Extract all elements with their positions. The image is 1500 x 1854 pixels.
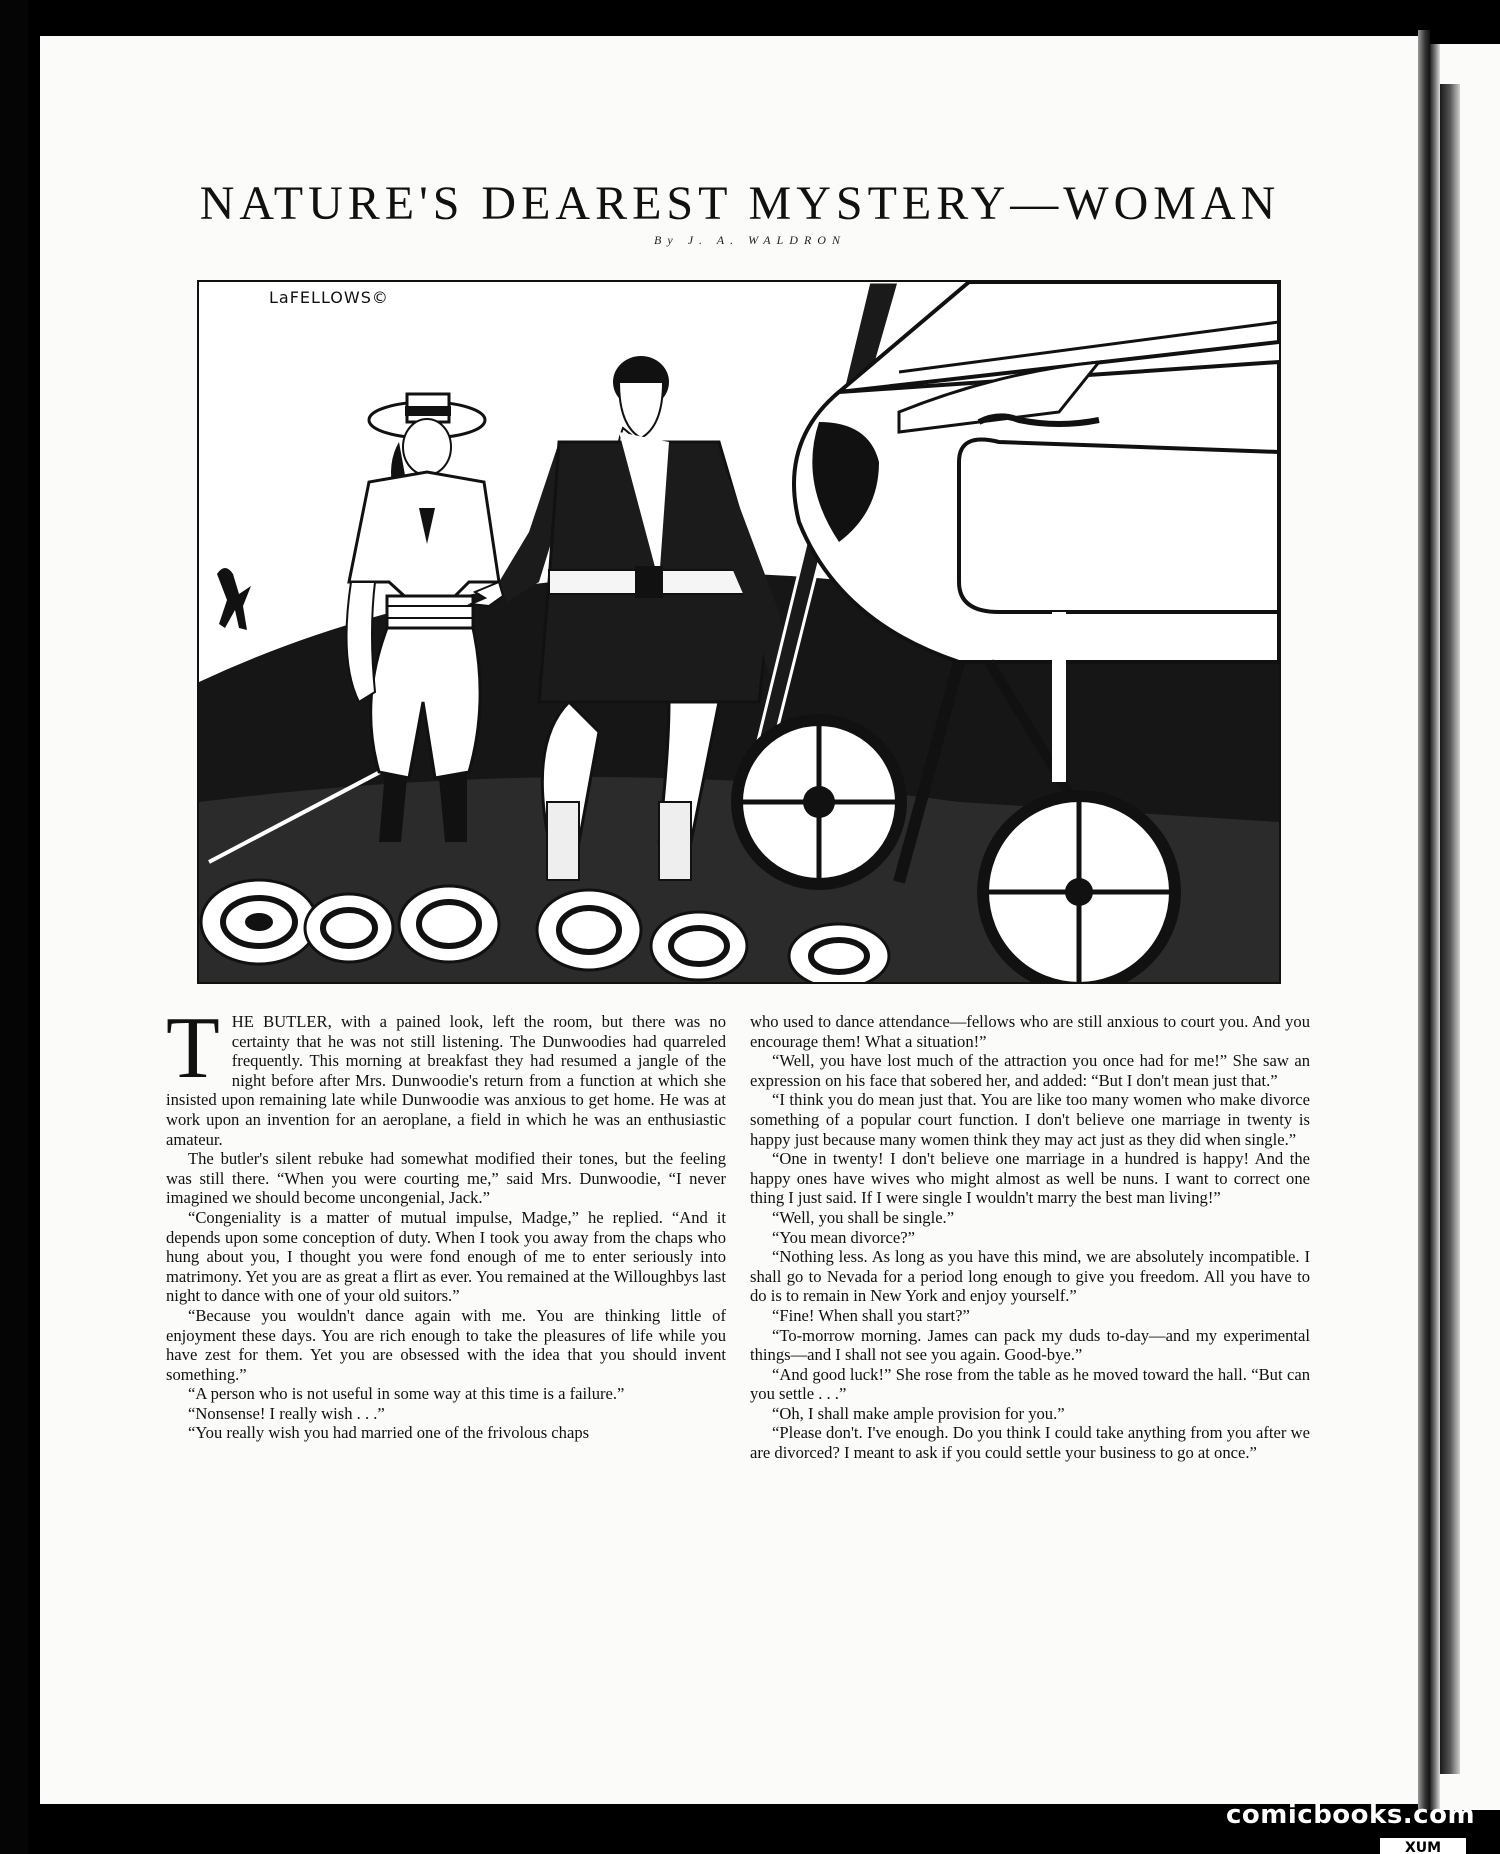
article-column-left (166, 1000, 726, 1443)
article-paragraph: “Well, you shall be single.” (772, 1207, 955, 1227)
article-paragraph: “Fine! When shall you start?” (772, 1305, 970, 1325)
article-paragraph: “Nothing less. As long as you have this mind, we are absolutely incompatible. I shall go to Nevada for a period long enough to give you freedom. All you have to do is to remain in New York and enjoy yourself.” (750, 1247, 1310, 1306)
article-paragraph: “Congeniality is a matter of mutual impulse, Madge,” he replied. “And it depends upon some conception of duty. When I took you away from the chaps who hung about you, I thought you were fond enough of me to enter seriously into matrimony. Yet you are as great a flirt as ever. You remained at the Willoughbys last night to dance with one of your old suitors.” (166, 1207, 726, 1306)
article-title: NATURE'S DEAREST MYSTERY—WOMAN (199, 177, 1281, 230)
watermark-logo: comicbooks.com (1226, 1800, 1476, 1830)
distant-figure (217, 568, 251, 630)
scan-badge: XUM (1380, 1838, 1466, 1854)
facing-page-edge (1430, 44, 1500, 1810)
article-paragraph: “One in twenty! I don't believe one marriage in a hundred is happy! And the happy ones have wives who might almost as well be nuns. I want to correct one thing I just said. If I were single I wouldn't marry the best man living!” (750, 1149, 1310, 1208)
article-paragraph: “Please don't. I've enough. Do you think I could take anything from you after we are divorced? I meant to ask if you could settle your business to go at once.” (750, 1423, 1310, 1463)
article-paragraph: “You really wish you had married one of the frivolous chaps (188, 1423, 590, 1443)
article-column-right (750, 1012, 1310, 1463)
article-paragraph: “Because you wouldn't dance again with me. You are thinking little of enjoyment these days. You are rich enough to take the pleasures of life while you have zest for them. Yet you are obsessed with the idea that you should invent something.” (166, 1305, 726, 1384)
article-paragraph: “You mean divorce?” (772, 1227, 915, 1247)
article-byline: By J. A. WALDRON (654, 233, 846, 247)
article-paragraph: “Well, you have lost much of the attraction you once had for me!” She saw an expression on his face that sobered her, and added: “But I don't mean just that.” (750, 1051, 1310, 1090)
illustration-drawing (199, 282, 1279, 982)
article-paragraph: THE BUTLER, with a pained look, left the room, but there was no certainty that he was not still listening. The Dunwoodies had quarreled frequently. This morning at breakfast they had resumed a jangle of the night before after Mrs. Dunwoodie's return from a function at which she insisted upon remaining late while Dunwoodie was anxious to get home. He was at work upon an invention for an aeroplane, a field in which he was an enthusiastic amateur. (166, 1000, 726, 1149)
page-binding (1418, 30, 1430, 1810)
article-paragraph: “To-morrow morning. James can pack my duds to-day—and my experimental things—and I shall not see you again. Good-bye.” (750, 1325, 1310, 1365)
drop-cap: T (166, 1000, 220, 1097)
article-paragraph: who used to dance attendance—fellows who are still anxious to court you. And you encourage them! What a situation!” (750, 1012, 1310, 1051)
article-paragraph: “I think you do mean just that. You are like too many women who make divorce something of a popular court function. I don't believe one marriage in twenty is happy just because many women think they may act just as they did when single.” (750, 1090, 1310, 1149)
article-paragraph: “A person who is not useful in some way at this time is a failure.” (188, 1384, 625, 1404)
artist-signature: LaFELLOWS© (269, 288, 389, 307)
article-paragraph: “And good luck!” She rose from the table as he moved toward the hall. “But can you settle . . .” (750, 1364, 1310, 1404)
scan-left-gutter (0, 0, 28, 1854)
article-paragraph: “Oh, I shall make ample provision for you.” (772, 1403, 1065, 1423)
article-illustration (197, 280, 1281, 984)
article-paragraph: The butler's silent rebuke had somewhat modified their tones, but the feeling was still there. “When you were courting me,” said Mrs. Dunwoodie, “I never imagined we should become uncongenial, Jack.” (166, 1149, 726, 1208)
article-paragraph: “Nonsense! I really wish . . .” (188, 1403, 385, 1423)
